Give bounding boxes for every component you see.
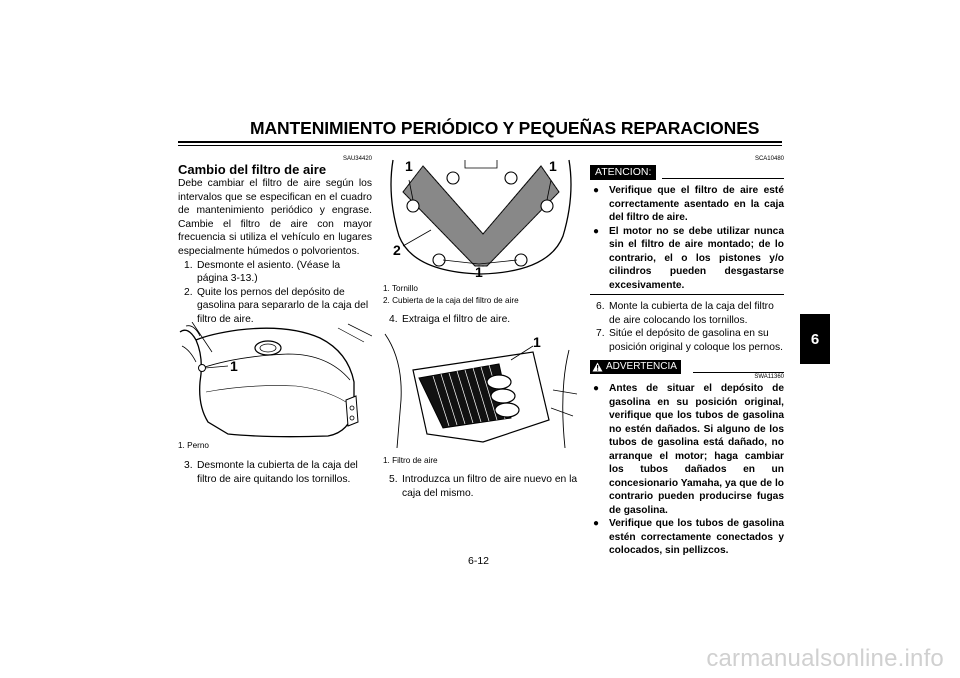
caption-tornillo: 1. Tornillo: [383, 284, 418, 293]
header-rule: [178, 141, 782, 143]
warning-header: [590, 360, 784, 374]
step-5: 5. Introduzca un filtro de aire nuevo en la caja del mismo.: [389, 474, 578, 499]
fuel-tank-illustration: [178, 322, 372, 438]
caution-code: SCA10480: [754, 156, 784, 162]
step-4: 4. Extraiga el filtro de aire.: [389, 314, 511, 325]
caution-list: [590, 180, 784, 292]
warning-code: SWA11360: [754, 374, 784, 381]
warning-rule: [693, 372, 784, 373]
column-1: [178, 156, 372, 327]
figure-captions-cover: [383, 283, 578, 307]
intro-paragraph: Debe cambiar el filtro de aire según los intervalos que se especifican en el cuadro de mantenimiento periódico y engrase. Cambie el filtro de aire con mayor frecuencia si utiliza el vehículo en lugares especialmente húmedos o polvorientos.: [178, 178, 372, 257]
callout-1-right: 1: [549, 158, 557, 174]
warning-triangle-icon: [592, 362, 603, 372]
callout-filter: 1: [533, 334, 541, 350]
column-3: [590, 156, 784, 558]
page-number: 6-12: [468, 555, 490, 567]
section-heading: Cambio del filtro de aire: [178, 162, 327, 177]
air-filter-removal-illustration: [383, 330, 578, 450]
caution-label: ATENCION:: [590, 165, 656, 180]
warning-label: ADVERTENCIA: [590, 360, 681, 374]
chapter-tab: 6: [800, 314, 830, 364]
warning-item: ● Antes de situar el depósito de gasolina en su posición original, verifique que los tubos de gasolina no estén dañados. Si alguno de los tubos de gasolina está dañado, no arranque el motor; haga cambiar los tubos dañados en un concesionario Yamaha, ya que de lo contrario pueden producirse fugas de gasolina.: [593, 383, 784, 516]
warning-item: ● Verifique que los tubos de gasolina estén correctamente conectados y colocados, sin pellizcos.: [593, 518, 784, 557]
step-2: 2. Quite los pernos del depósito de gasolina para separarlo de la caja del filtro de aire.: [184, 286, 369, 325]
watermark: carmanualsonline.info: [706, 645, 944, 672]
column-1-continued: [178, 459, 372, 486]
column-2-step4: [383, 313, 578, 327]
figure-caption-perno: 1. Perno: [178, 441, 209, 450]
column-2-step5: [383, 473, 578, 500]
page-title: MANTENIMIENTO PERIÓDICO Y PEQUEÑAS REPARACIONES: [250, 118, 760, 138]
caution-item: ● El motor no se debe utilizar nunca sin el filtro de aire montado; de lo contrario, el o los pistones y/o cilindros pueden desgastarse excesivamente.: [593, 225, 784, 291]
caution-item: ● Verifique que el filtro de aire esté correctamente asentado en la caja del filtro de aire.: [593, 185, 784, 223]
callout-1-left: 1: [405, 158, 413, 174]
caution-header: [590, 162, 784, 180]
callout-2: 2: [393, 242, 401, 258]
callout-1-bottom: 1: [475, 264, 483, 280]
header-rule-thin: [178, 145, 782, 146]
air-filter-cover-illustration: [383, 156, 578, 280]
step-6: 6. Monte la cubierta de la caja del filtro de aire colocando los tornillos.: [596, 301, 774, 326]
caution-bottom-rule: [590, 294, 784, 295]
figure-caption-filtro: 1. Filtro de aire: [383, 456, 438, 465]
section-code: SAU34420: [342, 156, 372, 162]
warning-list: [590, 380, 784, 558]
callout-1: 1: [230, 358, 238, 374]
step-7: 7. Sitúe el depósito de gasolina en su posición original y coloque los pernos.: [596, 328, 784, 353]
caution-rule: [662, 178, 784, 179]
step-3: 3. Desmonte la cubierta de la caja del filtro de aire quitando los tornillos.: [184, 460, 358, 485]
caption-cubierta: 2. Cubierta de la caja del filtro de aire: [383, 296, 519, 305]
step-1: 1. Desmonte el asiento. (Véase la página 3-13.): [184, 259, 341, 285]
